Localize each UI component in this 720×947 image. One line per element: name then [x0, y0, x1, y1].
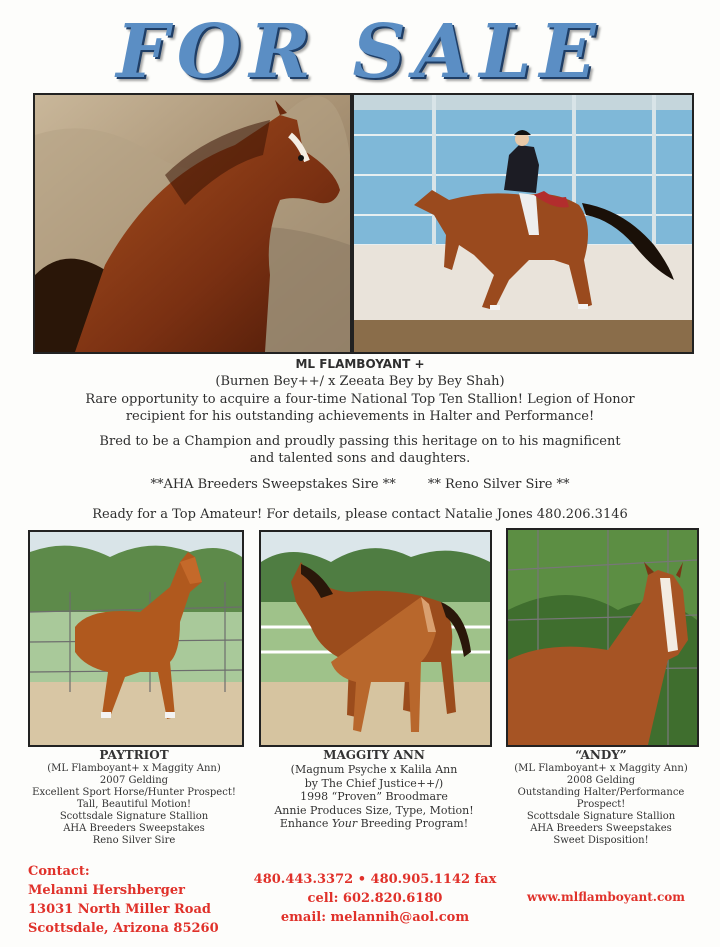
description-line: Rare opportunity to acquire a four-time National Top Ten Stallion! Legion of Honor	[85, 392, 635, 407]
horse-name: PAYTRIOT	[99, 748, 169, 762]
breeding-line: and talented sons and daughters.	[249, 451, 471, 466]
enhance-pre: Enhance	[279, 817, 332, 830]
contact-city: Scottsdale, Arizona 85260	[28, 921, 219, 936]
mare-and-foal-image	[261, 532, 490, 745]
caption-line: 2007 Gelding	[99, 775, 169, 786]
caption-line: Prospect!	[576, 799, 626, 810]
website-link[interactable]: www.mlflamboyant.com	[526, 890, 685, 904]
caption-line: (ML Flamboyant+ x Maggity Ann)	[47, 763, 221, 774]
enhance-emphasis: Your	[331, 817, 358, 830]
stallion-description	[20, 391, 700, 425]
phone-block	[240, 870, 510, 927]
stallion-name: ML FLAMBOYANT +	[295, 357, 425, 371]
caption-line: AHA Breeders Sweepstakes	[63, 823, 205, 834]
andy-photo	[506, 528, 699, 747]
caption-line	[258, 817, 490, 831]
email-link[interactable]: email: melannih@aol.com	[280, 910, 470, 925]
enhance-post: Breeding Program!	[357, 817, 469, 830]
contact-heading: Contact:	[28, 864, 90, 879]
horse-head-image	[35, 95, 350, 352]
caption-line: AHA Breeders Sweepstakes	[530, 823, 672, 834]
caption-line: 1998 “Proven” Broodmare	[300, 790, 448, 803]
caption-line: Scottsdale Signature Stallion	[526, 811, 676, 822]
paytriot-photo	[28, 530, 244, 747]
caption-line: Tall, Beautiful Motion!	[77, 799, 191, 810]
caption-line: by The Chief Justice++/)	[304, 776, 444, 790]
description-line: recipient for his outstanding achievements in Halter and Performance!	[125, 409, 595, 424]
award-silver-sire: ** Reno Silver Sire **	[427, 477, 570, 492]
caption-line: (ML Flamboyant+ x Maggity Ann)	[514, 763, 688, 774]
maggity-ann-photo	[259, 530, 492, 747]
horse-name: MAGGITY ANN	[323, 748, 425, 762]
stallion-pedigree: (Burnen Bey++/ x Zeeata Bey by Bey Shah)	[215, 374, 505, 389]
colt-standing-image	[30, 532, 242, 745]
caption-line: Annie Produces Size, Type, Motion!	[274, 803, 474, 817]
caption-line: (Magnum Psyche x Kalila Ann	[290, 763, 458, 776]
contact-block	[28, 862, 219, 938]
colt-closeup-image	[508, 530, 697, 745]
andy-caption	[496, 748, 706, 847]
stallion-awards	[20, 476, 700, 493]
ridden-horse-image	[354, 95, 692, 352]
stallion-performance-photo	[352, 93, 694, 354]
caption-line: Scottsdale Signature Stallion	[59, 811, 209, 822]
stallion-contact-line: Ready for a Top Amateur! For details, please contact Natalie Jones 480.206.3146	[92, 507, 628, 522]
horse-name: “ANDY”	[575, 748, 627, 762]
contact-name: Melanni Hershberger	[28, 883, 185, 898]
caption-line: Reno Silver Sire	[92, 835, 176, 846]
caption-line: Outstanding Halter/Performance	[517, 787, 685, 798]
paytriot-caption	[22, 748, 246, 847]
phone-fax-line: 480.443.3372 • 480.905.1142 fax	[253, 872, 497, 887]
award-sweepstakes: **AHA Breeders Sweepstakes Sire **	[150, 477, 396, 492]
page-headline: FOR SALE	[116, 9, 604, 95]
contact-street: 13031 North Miller Road	[28, 902, 211, 917]
caption-line: Excellent Sport Horse/Hunter Prospect!	[32, 787, 236, 798]
stallion-breeding	[20, 433, 700, 467]
caption-line: 2008 Gelding	[566, 775, 636, 786]
breeding-line: Bred to be a Champion and proudly passing this heritage on to his magnificent	[99, 434, 621, 449]
caption-line: Sweet Disposition!	[553, 835, 649, 846]
maggity-ann-caption	[258, 748, 490, 831]
stallion-portrait-photo	[33, 93, 352, 354]
cell-line: cell: 602.820.6180	[307, 891, 443, 906]
